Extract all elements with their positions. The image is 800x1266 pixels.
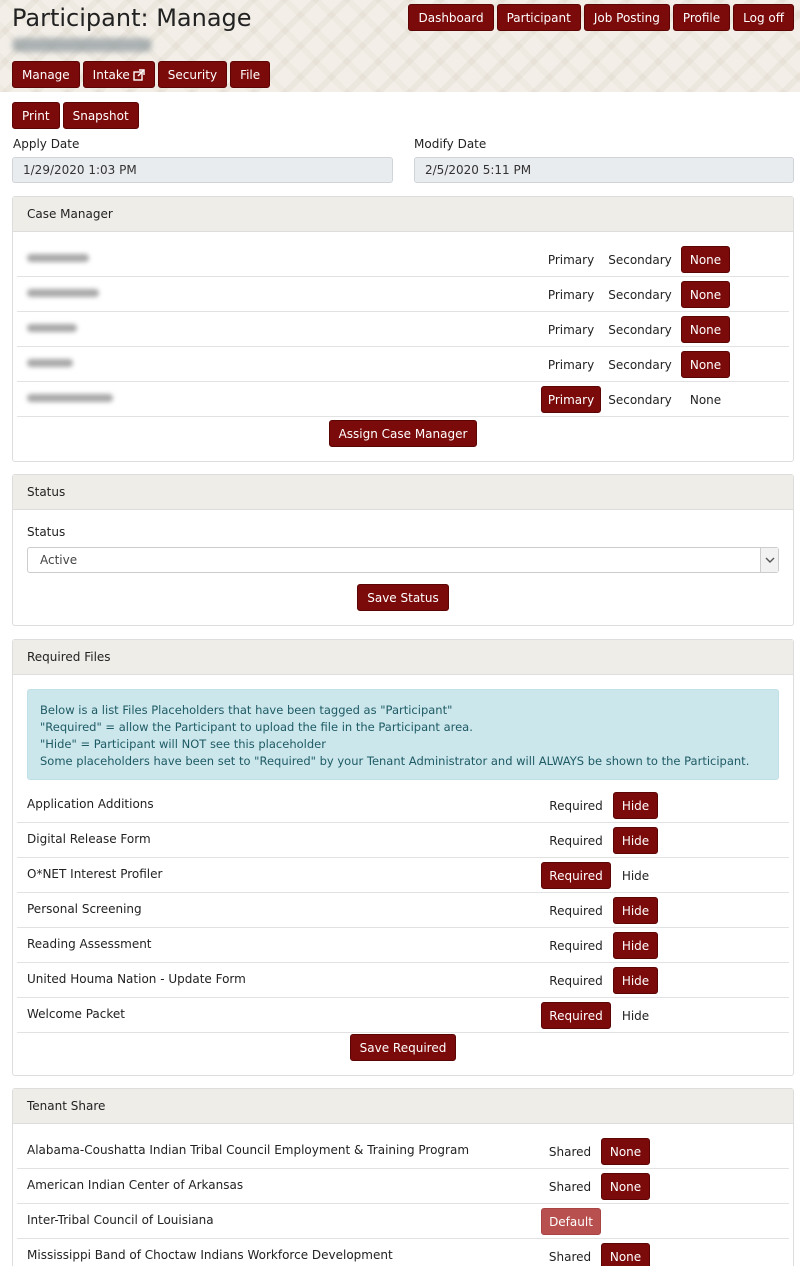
- chevron-down-icon: [760, 548, 778, 572]
- required-files-panel: [12, 639, 794, 1076]
- case-manager-row: [17, 277, 789, 312]
- info-line: Below is a list Files Placeholders that have been tagged as "Participant": [40, 703, 453, 717]
- file-row: [17, 858, 789, 893]
- required-option[interactable]: Required: [549, 903, 603, 918]
- hide-option[interactable]: Hide: [621, 868, 650, 883]
- file-name: United Houma Nation - Update Form: [27, 972, 246, 986]
- case-manager-name-redacted: [27, 289, 99, 297]
- participant-name-redacted: [12, 38, 152, 52]
- none-option[interactable]: None: [601, 1173, 650, 1200]
- external-link-icon: [133, 69, 145, 81]
- secondary-option[interactable]: Secondary: [608, 357, 672, 372]
- secondary-option[interactable]: Secondary: [608, 287, 672, 302]
- secondary-option[interactable]: Secondary: [608, 322, 672, 337]
- tab-intake-label: Intake: [92, 67, 130, 82]
- required-option[interactable]: Required: [541, 1002, 611, 1029]
- primary-option[interactable]: Primary: [547, 252, 595, 267]
- primary-option[interactable]: Primary: [547, 287, 595, 302]
- case-manager-heading: Case Manager: [13, 197, 793, 232]
- top-nav: [408, 4, 794, 31]
- case-manager-name-redacted: [27, 324, 77, 332]
- sub-nav: [12, 61, 270, 88]
- shared-option[interactable]: Shared: [548, 1144, 592, 1159]
- none-option[interactable]: None: [681, 246, 730, 273]
- case-manager-name-redacted: [27, 254, 89, 262]
- action-bar: [12, 102, 139, 129]
- none-option[interactable]: None: [601, 1138, 650, 1165]
- apply-date-field: 1/29/2020 1:03 PM: [12, 157, 393, 183]
- tab-intake[interactable]: [83, 61, 155, 88]
- hide-option[interactable]: Hide: [613, 897, 658, 924]
- case-manager-name-redacted: [27, 359, 73, 367]
- nav-participant-button[interactable]: Participant: [497, 4, 581, 31]
- file-row: [17, 893, 789, 928]
- nav-logoff-button[interactable]: Log off: [733, 4, 794, 31]
- hide-option[interactable]: Hide: [613, 792, 658, 819]
- file-name: O*NET Interest Profiler: [27, 867, 163, 881]
- tenant-name: American Indian Center of Arkansas: [27, 1178, 244, 1192]
- default-button[interactable]: Default: [541, 1208, 601, 1235]
- page-title: Participant: Manage: [12, 4, 252, 32]
- tab-security[interactable]: Security: [158, 61, 227, 88]
- case-manager-row: [17, 242, 789, 277]
- none-option[interactable]: None: [601, 1243, 650, 1266]
- tenant-row: [17, 1134, 789, 1169]
- required-files-heading: Required Files: [13, 640, 793, 675]
- status-field-label: Status: [27, 525, 66, 539]
- required-option[interactable]: Required: [549, 833, 603, 848]
- status-select[interactable]: [27, 547, 779, 573]
- case-manager-panel: [12, 196, 794, 462]
- required-option[interactable]: Required: [549, 798, 603, 813]
- none-option[interactable]: None: [681, 316, 730, 343]
- file-name: Application Additions: [27, 797, 154, 811]
- tenant-row: [17, 1169, 789, 1204]
- case-manager-row: [17, 347, 789, 382]
- tenant-row: [17, 1239, 789, 1266]
- info-line: Some placeholders have been set to "Required" by your Tenant Administrator and will ALWAYS be shown to the Participant.: [40, 754, 750, 768]
- tenant-name: Mississippi Band of Choctaw Indians Workforce Development: [27, 1248, 393, 1262]
- file-row: [17, 823, 789, 858]
- file-name: Welcome Packet: [27, 1007, 125, 1021]
- assign-case-manager-button[interactable]: Assign Case Manager: [329, 420, 478, 447]
- file-name: Reading Assessment: [27, 937, 152, 951]
- file-row: [17, 788, 789, 823]
- hide-option[interactable]: Hide: [613, 827, 658, 854]
- tenant-name: Alabama-Coushatta Indian Tribal Council Employment & Training Program: [27, 1143, 470, 1157]
- nav-dashboard-button[interactable]: Dashboard: [408, 4, 493, 31]
- primary-option[interactable]: Primary: [541, 386, 601, 413]
- hide-option[interactable]: Hide: [613, 932, 658, 959]
- shared-option[interactable]: Shared: [548, 1249, 592, 1264]
- tenant-share-heading: Tenant Share: [13, 1089, 793, 1124]
- tenant-share-panel: [12, 1088, 794, 1266]
- required-option[interactable]: Required: [541, 862, 611, 889]
- nav-job-posting-button[interactable]: Job Posting: [584, 4, 670, 31]
- secondary-option[interactable]: Secondary: [608, 252, 672, 267]
- status-panel: [12, 474, 794, 626]
- none-option[interactable]: None: [681, 281, 730, 308]
- file-row: [17, 963, 789, 998]
- save-required-button[interactable]: Save Required: [350, 1034, 457, 1061]
- tab-manage[interactable]: Manage: [12, 61, 80, 88]
- secondary-option[interactable]: Secondary: [608, 392, 672, 407]
- nav-profile-button[interactable]: Profile: [673, 4, 730, 31]
- apply-date-label: Apply Date: [13, 137, 80, 151]
- shared-option[interactable]: Shared: [548, 1179, 592, 1194]
- tab-file[interactable]: File: [230, 61, 270, 88]
- print-button[interactable]: Print: [12, 102, 60, 129]
- file-row: [17, 998, 789, 1033]
- primary-option[interactable]: Primary: [547, 322, 595, 337]
- tenant-name: Inter-Tribal Council of Louisiana: [27, 1213, 214, 1227]
- primary-option[interactable]: Primary: [547, 357, 595, 372]
- case-manager-row: [17, 382, 789, 417]
- status-heading: Status: [13, 475, 793, 510]
- snapshot-button[interactable]: Snapshot: [63, 102, 139, 129]
- save-status-button[interactable]: Save Status: [357, 584, 449, 611]
- required-files-info: [27, 689, 779, 780]
- none-option[interactable]: None: [689, 392, 722, 407]
- required-option[interactable]: Required: [549, 973, 603, 988]
- case-manager-name-redacted: [27, 394, 113, 402]
- hide-option[interactable]: Hide: [621, 1008, 650, 1023]
- modify-date-label: Modify Date: [414, 137, 487, 151]
- none-option[interactable]: None: [681, 351, 730, 378]
- modify-date-field: 2/5/2020 5:11 PM: [414, 157, 794, 183]
- status-select-value: Active: [40, 553, 78, 567]
- hide-option[interactable]: Hide: [613, 967, 658, 994]
- info-line: "Hide" = Participant will NOT see this placeholder: [40, 737, 326, 751]
- info-line: "Required" = allow the Participant to upload the file in the Participant area.: [40, 720, 473, 734]
- page-header: [0, 0, 800, 92]
- tenant-row: [17, 1204, 789, 1239]
- required-option[interactable]: Required: [549, 938, 603, 953]
- case-manager-row: [17, 312, 789, 347]
- file-name: Personal Screening: [27, 902, 142, 916]
- file-row: [17, 928, 789, 963]
- file-name: Digital Release Form: [27, 832, 151, 846]
